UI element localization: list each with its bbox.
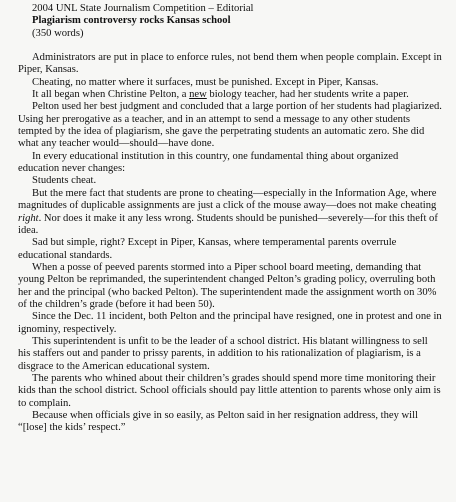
paragraph-5: In every educational institution in this country, one fundamental thing about organized education never changes: [18,150,399,175]
paragraph-6: Students cheat. [32,175,97,187]
paragraph-12: The parents who whined about their children’s grades should spend more time monitoring their kids than the school district. School officials should pay little attention to parents whose only aim is to complain. [18,372,441,409]
paragraph-7 [18,188,442,237]
paragraph-13: Because when officials give in so easily, as Pelton said in her resignation address, they will “[lose] the kids’ respect.” [18,410,418,434]
paragraph-3-end: biology teacher, had her students write a paper. [206,89,409,101]
competition-line: 2004 UNL State Journalism Competition – Editorial [32,3,254,14]
underlined-word: new [189,89,207,101]
paragraph-11: This superintendent is unfit to be the leader of a school district. His blatant willingness to sell his staffers out and pander to prissy parents, in addition to his rationalization of plagiarism, is a disgrace to the American educational system. [18,335,428,372]
paragraph-3-start: It all began when Christine Pelton, a [32,89,190,101]
paragraph-7-start: But the mere fact that students are prone to cheating—especially in the Information Age, where magnitudes of duplicable assignments are just a click of the mouse away—does not make cheating [18,187,437,212]
paragraph-8: Sad but simple, right? Except in Piper, Kansas, where temperamental parents overrule educational standards. [18,237,397,261]
paragraph-9: When a posse of peeved parents stormed into a Piper school board meeting, demanding that young Pelton be reprimanded, the superintendent changed Pelton’s grading policy, overruling both her and the principal (who backed Pelton). The superintendent made the assignment worth on 30% of the children’s grade (before it had been 50). [18,261,437,310]
paragraph-1: Administrators are put in place to enforce rules, not bend them when people complain. Except in Piper, Kansas. [18,52,442,76]
editorial-body [18,52,442,435]
paragraph-4: Pelton used her best judgment and concluded that a large portion of her students had plagiarized. Using her prerogative as a teacher, and in an attempt to send a message to any other students tempted by the idea of plagiarism, she gave the perpetrating students an automatic zero. She did what any teacher would—should—have done. [18,101,442,150]
paragraph-10: Since the Dec. 11 incident, both Pelton and the principal have resigned, one in protest and one in ignominy, respectively. [18,311,442,335]
document-header [32,3,442,40]
headline: Plagiarism controversy rocks Kansas school [32,15,231,27]
italic-word: right [18,212,39,224]
paragraph-2: Cheating, no matter where it surfaces, must be punished. Except in Piper, Kansas. [32,76,379,88]
paragraph-7-end: . Nor does it make it any less wrong. Students should be punished—severely—for this theft of idea. [18,212,438,236]
paragraph-3 [18,89,442,101]
word-count: (350 words) [32,27,84,39]
